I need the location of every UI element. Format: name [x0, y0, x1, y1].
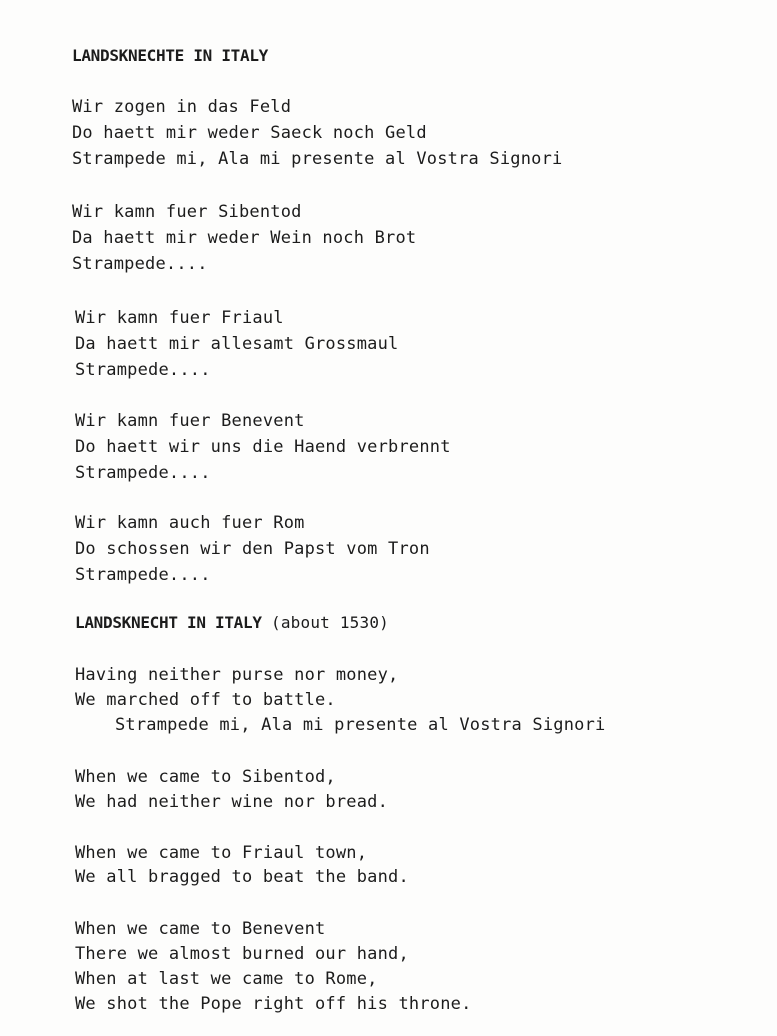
german-stanza-4-line-2: Do haett wir uns die Haend verbrennt [75, 437, 451, 457]
english-stanza-4-line-2: There we almost burned our hand, [75, 944, 409, 964]
german-stanza-3-line-1: Wir kamn fuer Friaul [75, 308, 284, 328]
german-stanza-5-line-1: Wir kamn auch fuer Rom [75, 513, 305, 533]
german-stanza-1-refrain: Strampede mi, Ala mi presente al Vostra Signori [72, 149, 563, 169]
english-stanza-2-line-1: When we came to Sibentod, [75, 767, 336, 787]
german-stanza-5-refrain: Strampede.... [75, 565, 211, 585]
english-subtitle: (about 1530) [271, 613, 390, 632]
german-stanza-2-line-1: Wir kamn fuer Sibentod [72, 202, 302, 222]
german-stanza-1-line-2: Do haett mir weder Saeck noch Geld [72, 123, 427, 143]
english-stanza-1-line-1: Having neither purse nor money, [75, 665, 399, 685]
english-stanza-4-line-4: We shot the Pope right off his throne. [75, 994, 472, 1014]
english-stanza-1-line-2: We marched off to battle. [75, 690, 336, 710]
german-stanza-3-refrain: Strampede.... [75, 360, 211, 380]
english-stanza-2-line-2: We had neither wine nor bread. [75, 792, 389, 812]
english-stanza-1-refrain: Strampede mi, Ala mi presente al Vostra Signori [115, 715, 606, 735]
german-stanza-1-line-1: Wir zogen in das Feld [72, 97, 292, 117]
english-title: LANDSKNECHT IN ITALY [75, 613, 262, 632]
english-stanza-4-line-3: When at last we came to Rome, [75, 969, 378, 989]
english-stanza-4-line-1: When we came to Benevent [75, 919, 326, 939]
english-stanza-3-line-2: We all bragged to beat the band. [75, 867, 409, 887]
german-stanza-2-line-2: Da haett mir weder Wein noch Brot [72, 228, 417, 248]
german-stanza-5-line-2: Do schossen wir den Papst vom Tron [75, 539, 430, 559]
german-stanza-2-refrain: Strampede.... [72, 254, 208, 274]
german-stanza-4-line-1: Wir kamn fuer Benevent [75, 411, 305, 431]
english-title-line [75, 612, 389, 634]
german-stanza-3-line-2: Da haett mir allesamt Grossmaul [75, 334, 399, 354]
german-stanza-4-refrain: Strampede.... [75, 463, 211, 483]
english-stanza-3-line-1: When we came to Friaul town, [75, 843, 368, 863]
german-title: LANDSKNECHTE IN ITALY [72, 46, 268, 65]
